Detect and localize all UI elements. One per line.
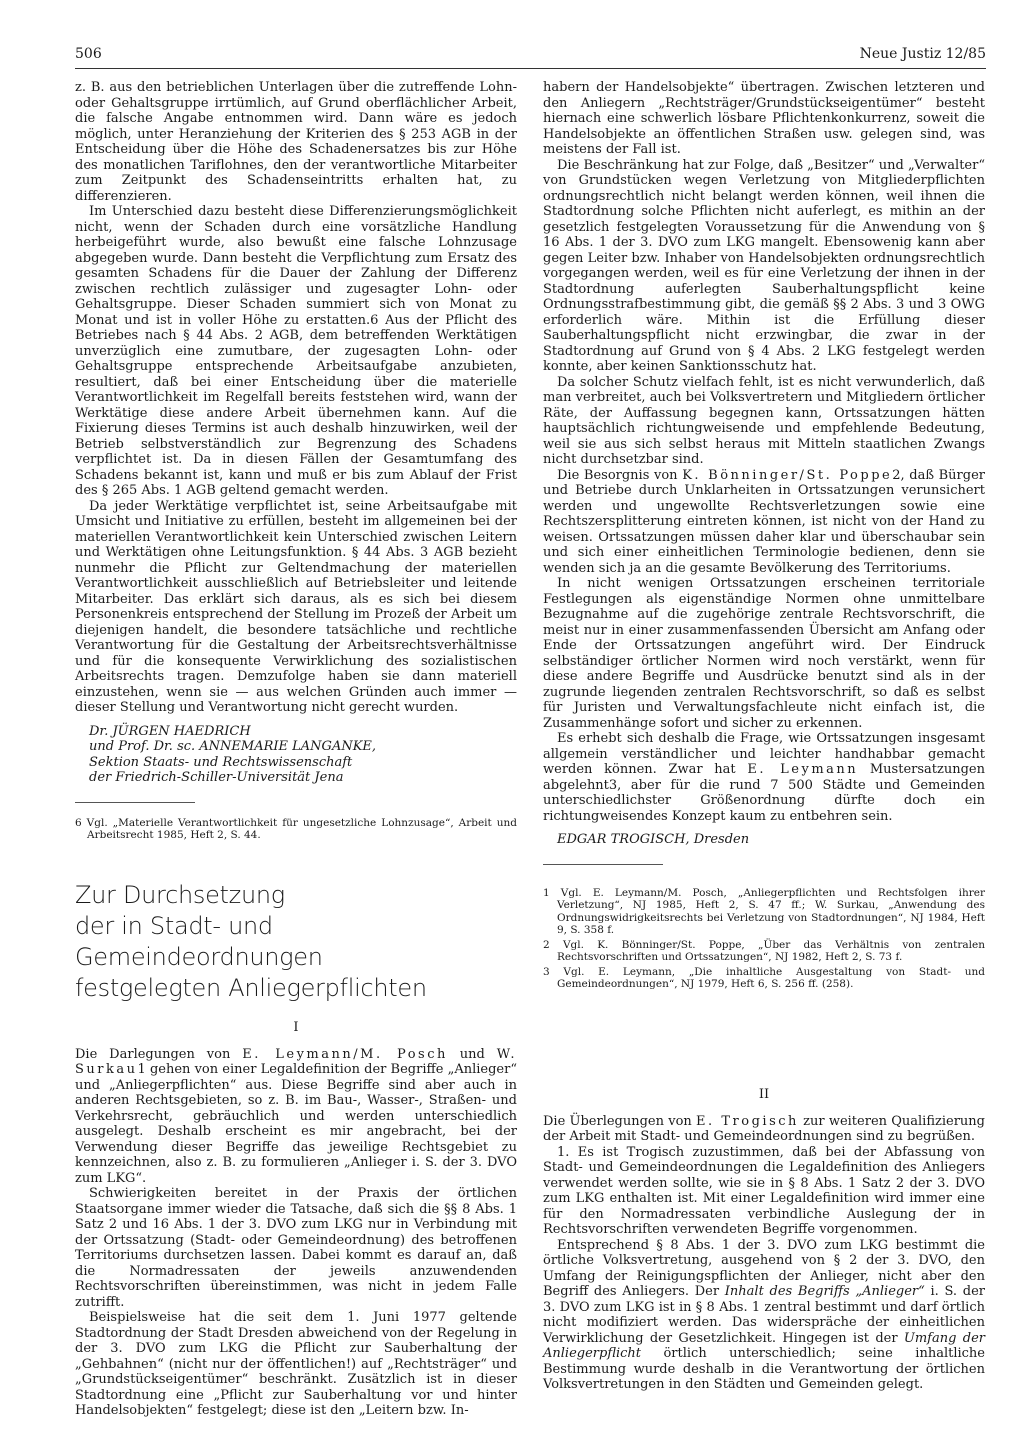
signature-line: der Friedrich-Schiller-Universität Jena (89, 770, 344, 785)
footnote-3: 3 Vgl. E. Leymann, „Die inhaltliche Ausgestaltung von Stadt- und Gemeindeordnungen“, NJ 1979, Heft 6, S. 256 ff. (258). (543, 965, 985, 990)
text-run: Die Überlegungen von (543, 1113, 692, 1129)
footnote-1: 1 Vgl. E. Leymann/M. Posch, „Anliegerpflichten und Rechtsfolgen ihrer Verletzung“, NJ 1985, Heft 2, S. 47 ff.; W. Surkau, „Anwendung des Ordnungswidrigkeitsrechts bei Verletzung von Stadtordnungen“, NJ 1984, Heft 9, S. 358 f. (543, 886, 985, 936)
paragraph: Im Unterschied dazu besteht diese Differenzierungsmöglichkeit nicht, wenn der Schaden durch eine vorsätzliche Handlung herbeigeführt wurde, also bewußt eine falsche Lohnzusage abgegeben wurde. Dann besteht die Verpflichtung zum Ersatz des gesamten Schadens für die Dauer der Zahlung der Differenz zwischen rechtlich zulässiger und zugesagter Lohn- oder Gehaltsgruppe. Dieser Schaden summiert sich von Monat zu Monat und ist in voller Höhe zu erstatten.6 Aus der Pflicht des Betriebes nach § 44 Abs. 2 AGB, dem betreffenden Werktätigen unverzüglich eine zumutbare, der zugesagten Lohn- oder Gehaltsgruppe entsprechende Arbeitsaufgabe anzubieten, resultiert, daß bei einer Entscheidung über die materielle Verantwortlichkeit im Regelfall bereits feststehen wird, wann der Werktätige diese andere Arbeit übernehmen kann. Auf die Fixierung dieses Termins ist auch deshalb hinzuwirken, weil der Betrieb selbstverständlich zur Begrenzung des Schadens verpflichtet ist. Da in diesen Fällen der Gesamtumfang des Schadens bekannt ist, kann und muß er bis zum Ablauf der Frist des § 265 Abs. 1 AGB geltend gemacht werden. (75, 204, 517, 498)
signature-line: EDGAR TROGISCH, Dresden (557, 832, 750, 847)
text-run: 2, daß Bürger und Betriebe durch Unklarheiten in Ortssatzungen verunsichert werden und ungewollte Rechtsverletzungen sowie eine Rechtszersplitterung eintreten können, ist nicht von der Hand zu weisen. Ortssatzungen müssen daher klar und überschaubar sein und sich einer einheitlichen Terminologie bedienen, denn sie wenden sich ja an die gesamte Bevölkerung des Territoriums. (543, 467, 985, 576)
paragraph (543, 468, 985, 577)
author-name: E. Leymann/M. Posch (242, 1046, 448, 1062)
paragraph: z. B. aus den betrieblichen Unterlagen über die zutreffende Lohn- oder Gehaltsgruppe irrtümlich, auf Grund oberflächlicher Arbeit, die falsche Angabe entnommen wird. Dann wäre es jedoch möglich, unter Heranziehung der Kriterien des § 253 AGB in der Entscheidung über die Höhe des Schadenersatzes bis zur Höhe des monatlichen Tariflohnes, den der verantwortliche Mitarbeiter zum Zeitpunkt des Schadenseintritts erhalten hat, zu differenzieren. (75, 80, 517, 204)
text-run: örtlich unterschiedlich; seine inhaltliche Bestimmung wurde deshalb in die Verantwortung der örtlichen Volksvertretungen in den Städten und Gemeinden gelegt. (543, 1346, 985, 1392)
author-name: K. Bönninger/St. Poppe (682, 467, 893, 483)
text-run: Es erhebt sich deshalb die Frage, wie Ortssatzungen insgesamt allgemein verständlicher und leichter handhabbar gemacht werden können. Zwar hat (543, 731, 985, 777)
right-column (543, 80, 985, 1393)
paragraph: Da jeder Werktätige verpflichtet ist, seine Arbeitsaufgabe mit Umsicht und Initiative zu erfüllen, besteht im allgemeinen bei der materiellen Verantwortlichkeit kein Unterschied zwischen Leitern und Werktätigen ohne Leitungsfunktion. § 44 Abs. 3 AGB bezieht nunmehr die Pflicht zur Geltendmachung der materiellen Verantwortlichkeit ausschließlich auf Betriebsleiter und leitende Mitarbeiter. Das erklärt sich daraus, als es sich bei diesem Personenkreis entsprechend der Stellung im Prozeß der Arbeit um diejenigen handelt, die besondere tatsächliche und rechtliche Verantwortung für die Gestaltung der Arbeitsrechtsverhältnisse und für die konsequente Verwirklichung des sozialistischen Arbeitsrechts tragen. Demzufolge haben sie dann materiell einzustehen, wenn sie — aus welchen Gründen auch immer — dieser Stellung und Verantwortung nicht gerecht wurden. (75, 498, 517, 715)
paragraph: Da solcher Schutz vielfach fehlt, ist es nicht verwunderlich, daß man verbreitet, auch bei Volksvertretern und Mitgliedern örtlicher Räte, der Auffassung begegnen kann, Ortssatzungen hätten hauptsächlich richtungweisende und empfehlende Bedeutung, weil sie aus sich selbst heraus mit Mitteln staatlichen Zwangs nicht durchsetzbar sind. (543, 374, 985, 467)
author-name: E. Leymann (747, 762, 859, 777)
paragraph (75, 1047, 517, 1187)
paragraph: In nicht wenigen Ortssatzungen erscheinen territoriale Festlegungen als eigenständige Normen ohne unmittelbare Bezugnahme auf die zugehörige zentrale Rechtsvorschrift, die meist nur in einer zusammenfassenden Übersicht am Anfang oder Ende der Ortssatzungen angeführt wird. Der Eindruck selbständiger örtlicher Normen wird noch verstärkt, wenn für diese andere Begriffe und Ausdrücke benutzt sind als in der zugrunde liegenden zentralen Rechtsvorschrift, so daß es selbst für Juristen und Verwaltungsfachleute nicht einfach ist, die Zusammenhänge sofort und sicher zu erkennen. (543, 576, 985, 731)
page-header (75, 46, 986, 64)
text-run: Entsprechend § 8 Abs. 1 der 3. DVO zum LKG bestimmt die örtliche Volksvertretung, ausgehend von § 2 der 3. DVO, den Umfang der Reinigungspflichten der Anlieger, nicht aber den Begriff des Anliegers. Der (543, 1237, 985, 1299)
author-name: W. Surkau (75, 1046, 517, 1077)
footnote-rule (543, 864, 663, 865)
signature-line: Sektion Staats- und Rechtswissenschaft (89, 754, 353, 770)
text-run: 1 gehen von einer Legaldefinition der Begriffe „Anlieger“ und „Anliegerpflichten“ aus. Diese Begriffe sind aber auch in anderen Rechtsgebieten, so z. B. im Bau-, Wasser-, Straßen- und Verkehrsrecht, gebräuchlich und werden unterschiedlich ausgelegt. Deshalb erscheint es mir angebracht, bei der Verwendung dieser Begriffe das jeweilige Rechtsgebiet zu kennzeichnen, also z. B. zu formulieren „Anlieger i. S. der 3. DVO zum LKG“. (75, 1062, 517, 1186)
text-run: und (459, 1046, 485, 1062)
text-run: zur weiteren Qualifizierung der Arbeit mit Stadt- und Gemeindeordnungen sind zu begrüßen. (543, 1113, 985, 1144)
emphasis: Inhalt des Begriffs „Anlieger“ (724, 1284, 925, 1299)
signature-line: Dr. JÜRGEN HAEDRICH (89, 723, 251, 739)
author-signature (75, 724, 517, 786)
section-heading-ii: II (758, 1086, 770, 1102)
paragraph (543, 1114, 985, 1145)
section-heading-i: I (293, 1019, 299, 1035)
page-number: 506 (75, 46, 102, 62)
footnote-2: 2 Vgl. K. Bönninger/St. Poppe, „Über das Verhältnis von zentralen Rechtsvorschriften und Ortssatzungen“, NJ 1982, Heft 2, S. 73 f. (543, 938, 985, 963)
signature-line: und Prof. Dr. sc. ANNEMARIE LANGANKE, (89, 739, 377, 754)
text-run: Die Besorgnis von (557, 467, 678, 483)
paragraph: Schwierigkeiten bereitet in der Praxis der örtlichen Staatsorgane immer wieder die Tatsache, daß sich die §§ 8 Abs. 1 Satz 2 und 16 Abs. 1 der 3. DVO zum LKG nur in Verbindung mit der Ortssatzung (Stadt- oder Gemeindeordnung) des betroffenen Territoriums durchsetzen lassen. Dabei kommt es darauf an, daß die Normadressaten der jeweils anzuwendenden Rechtsvorschriften übereinstimmen, was nicht in jedem Falle zutrifft. (75, 1186, 517, 1310)
paragraph (543, 731, 985, 824)
text-run: Die Darlegungen von (75, 1046, 231, 1062)
author-signature (543, 832, 985, 848)
article-title (75, 880, 517, 1004)
journal-issue: Neue Justiz 12/85 (859, 46, 986, 62)
text-run: Mustersatzungen abgelehnt3, aber für die rund 7 500 Städte und Gemeinden unterschiedlichster Größenordnung dürfte doch ein richtungweisendes Konzept kaum zu entbehren sein. (543, 762, 985, 824)
footnote-rule (75, 802, 195, 803)
paragraph: 1. Es ist Trogisch zuzustimmen, daß bei der Abfassung von Stadt- und Gemeindeordnungen die Legaldefinition des Anliegers verwendet werden sollte, wie sie in § 8 Abs. 1 Satz 2 der 3. DVO zum LKG enthalten ist. Mit einer Legaldefinition wird immer eine für den Normadressaten verbindliche Auslegung der in Rechtsvorschriften verwendeten Begriffe vorgenommen. (543, 1144, 985, 1237)
paragraph: Die Beschränkung hat zur Folge, daß „Besitzer“ und „Verwalter“ von Grundstücken wegen Verletzung von Mitgliederpflichten ordnungsrechtlich nicht belangt werden können, weil ihnen die Stadtordnung solche Pflichten nicht auferlegt, es mithin an der gesetzlich festgelegten Voraussetzung für die Anwendung von § 16 Abs. 1 der 3. DVO zum LKG mangelt. Ebensowenig kann aber gegen Leiter bzw. Inhaber von Handelsobjekten ordnungsrechtlich vorgegangen werden, weil es für eine Verletzung der ihnen in der Stadtordnung auferlegten Sauberhaltungspflicht keine Ordnungsstrafbestimmung gibt, die gemäß §§ 2 Abs. 3 und 3 OWG erforderlich wäre. Mithin ist die Erfüllung dieser Sauberhaltungspflicht nicht erzwingbar, die zwar in der Stadtordnung auf Grund von § 4 Abs. 2 LKG festgelegt werden konnte, aber keinen Sanktionsschutz hat. (543, 157, 985, 374)
text-run: i. S. der 3. DVO zum LKG ist in § 8 Abs. 1 zentral bestimmt und darf örtlich nicht modifiziert werden. Das widerspräche der einheitlichen Verwirklichung der Gesetzlichkeit. Hingegen ist der (543, 1284, 985, 1346)
left-column (75, 80, 517, 1419)
footnote-6: 6 Vgl. „Materielle Verantwortlichkeit für ungesetzliche Lohnzusage“, Arbeit und Arbeitsrecht 1985, Heft 2, S. 44. (75, 816, 517, 841)
title-line: der in Stadt- und Gemeindeordnungen (75, 911, 323, 971)
title-line: festgelegten Anliegerpflichten (75, 973, 427, 1002)
author-name: E. Trogisch (696, 1113, 799, 1129)
paragraph: habern der Handelsobjekte“ übertragen. Zwischen letzteren und den Anliegern „Rechtsträger/Grundstückseigentümer“ besteht hiernach eine schwerlich lösbare Pflichtenkonkurrenz, soweit die Handelsobjekte an öffentlichen Straßen usw. gelegen sind, was meistens der Fall ist. (543, 80, 985, 157)
title-line: Zur Durchsetzung (75, 880, 285, 909)
paragraph: Beispielsweise hat die seit dem 1. Juni 1977 geltende Stadtordnung der Stadt Dresden abweichend von der Regelung in der 3. DVO zum LKG die Pflicht zur Sauberhaltung der „Gehbahnen“ (nicht nur der öffentlichen!) auf „Rechtsträger“ und „Grundstückseigentümer“ beschränkt. Zusätzlich ist in dieser Stadtordnung eine „Pflicht zur Sauberhaltung vor und hinter Handelsobjekten“ festgelegt; diese ist den „Leitern bzw. In- (75, 1310, 517, 1418)
emphasis: Umfang der Anliegerpflicht (543, 1330, 985, 1361)
header-rule (75, 68, 986, 69)
paragraph (543, 1238, 985, 1393)
